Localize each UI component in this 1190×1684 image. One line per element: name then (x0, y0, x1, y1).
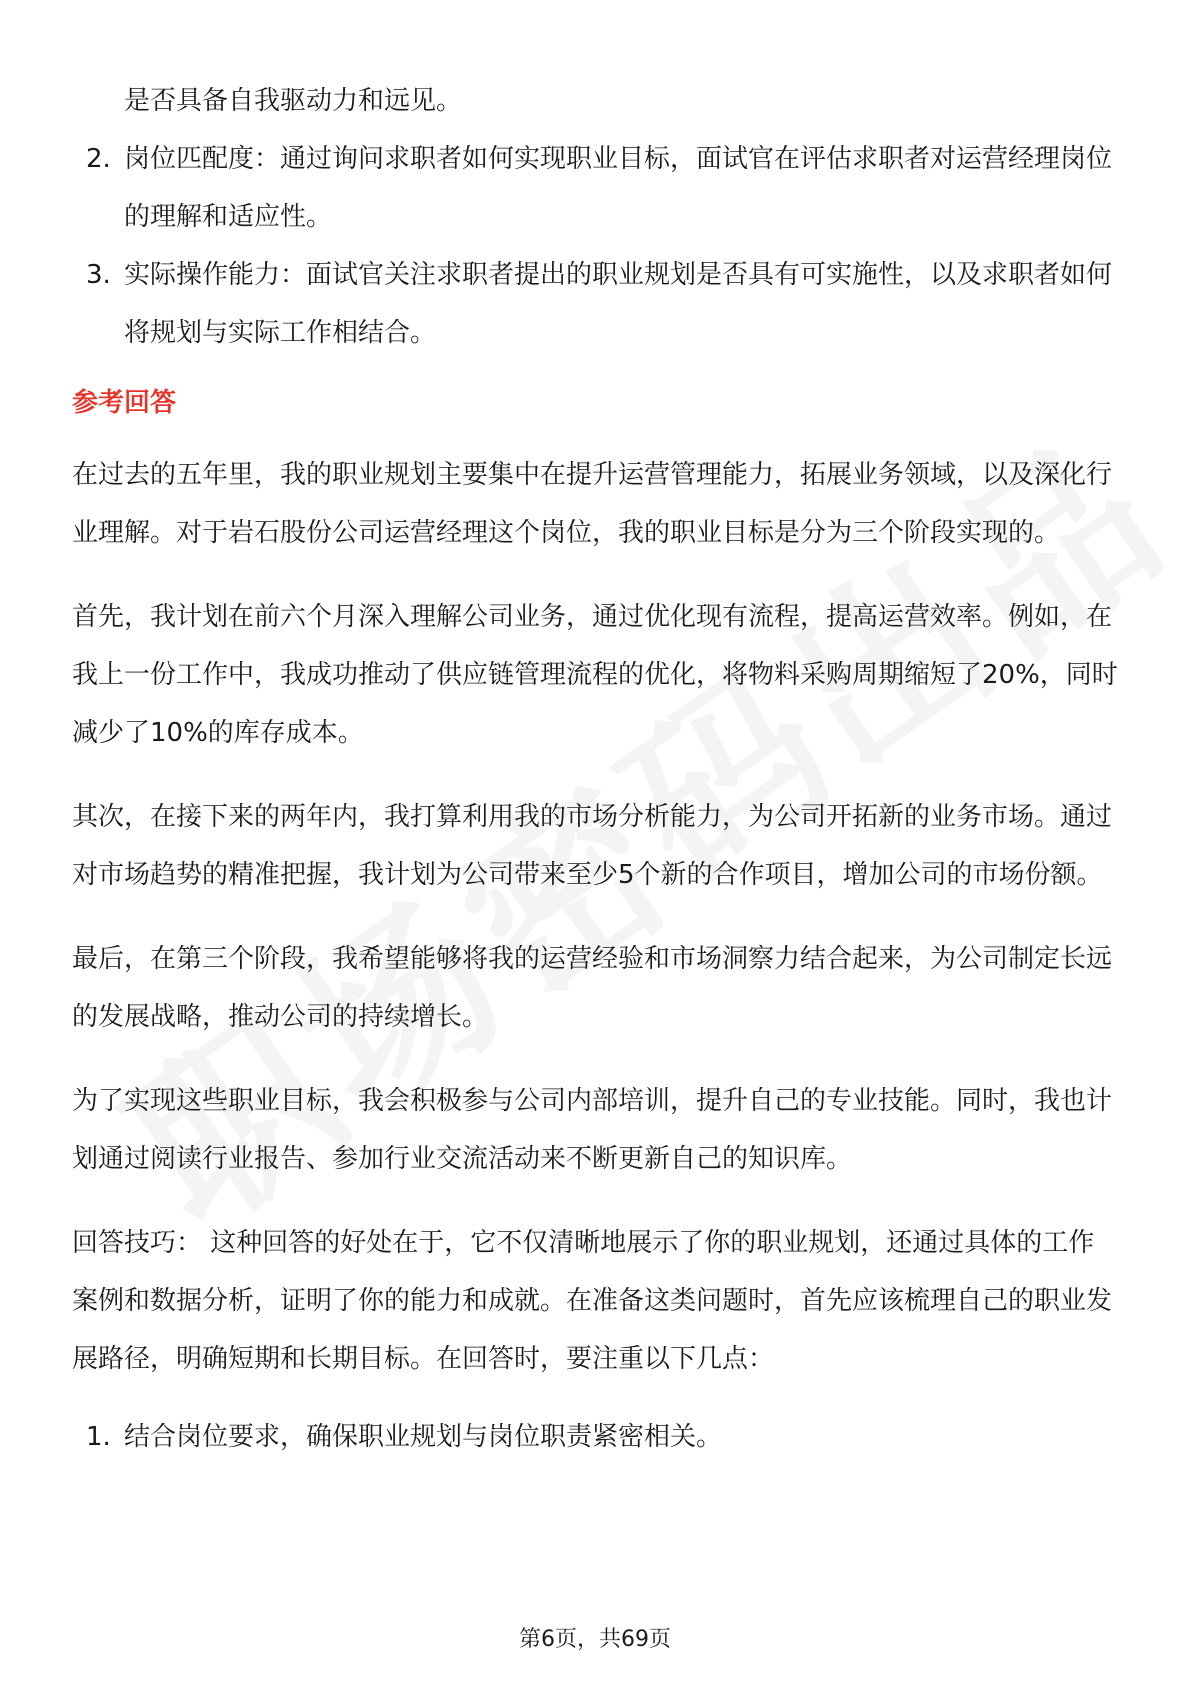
list-text: 结合岗位要求，确保职业规划与岗位职责紧密相关。 (124, 1422, 723, 1452)
list-number: 3. (86, 260, 111, 290)
content (72, 72, 1118, 1466)
criteria-list (72, 130, 1118, 362)
list-item (72, 1408, 1118, 1466)
list-number: 2. (86, 144, 111, 174)
continuation-line: 是否具备自我驱动力和远见。 (124, 86, 463, 116)
page-footer: 第6页，共69页 (519, 1627, 671, 1652)
paragraph: 其次，在接下来的两年内，我打算利用我的市场分析能力，为公司开拓新的业务市场。通过对市场趋势的精准把握，我计划为公司带来至少5个新的合作项目，增加公司的市场份额。 (72, 802, 1113, 890)
list-text: 实际操作能力：面试官关注求职者提出的职业规划是否具有可实施性，以及求职者如何将规划与实际工作相结合。 (124, 260, 1113, 348)
list-number: 1. (86, 1422, 111, 1452)
paragraph: 在过去的五年里，我的职业规划主要集中在提升运营管理能力，拓展业务领域，以及深化行业理解。对于岩石股份公司运营经理这个岗位，我的职业目标是分为三个阶段实现的。 (72, 460, 1113, 548)
list-item (72, 130, 1118, 246)
answer-tips-paragraph: 回答技巧： 这种回答的好处在于，它不仅清晰地展示了你的职业规划，还通过具体的工作案例和数据分析，证明了你的能力和成就。在准备这类问题时，首先应该梳理自己的职业发展路径，明确短期和长期目标。在回答时，要注重以下几点： (72, 1228, 1113, 1374)
list-text: 岗位匹配度：通过询问求职者如何实现职业目标，面试官在评估求职者对运营经理岗位的理解和适应性。 (124, 144, 1113, 232)
tips-list (72, 1408, 1118, 1466)
list-item (72, 246, 1118, 362)
paragraph: 首先，我计划在前六个月深入理解公司业务，通过优化现有流程，提高运营效率。例如，在我上一份工作中，我成功推动了供应链管理流程的优化，将物料采购周期缩短了20%，同时减少了10%的库存成本。 (72, 602, 1118, 748)
paragraph: 最后，在第三个阶段，我希望能够将我的运营经验和市场洞察力结合起来，为公司制定长远的发展战略，推动公司的持续增长。 (72, 944, 1113, 1032)
paragraph: 为了实现这些职业目标，我会积极参与公司内部培训，提升自己的专业技能。同时，我也计划通过阅读行业报告、参加行业交流活动来不断更新自己的知识库。 (72, 1086, 1113, 1174)
section-heading: 参考回答 (72, 388, 177, 418)
